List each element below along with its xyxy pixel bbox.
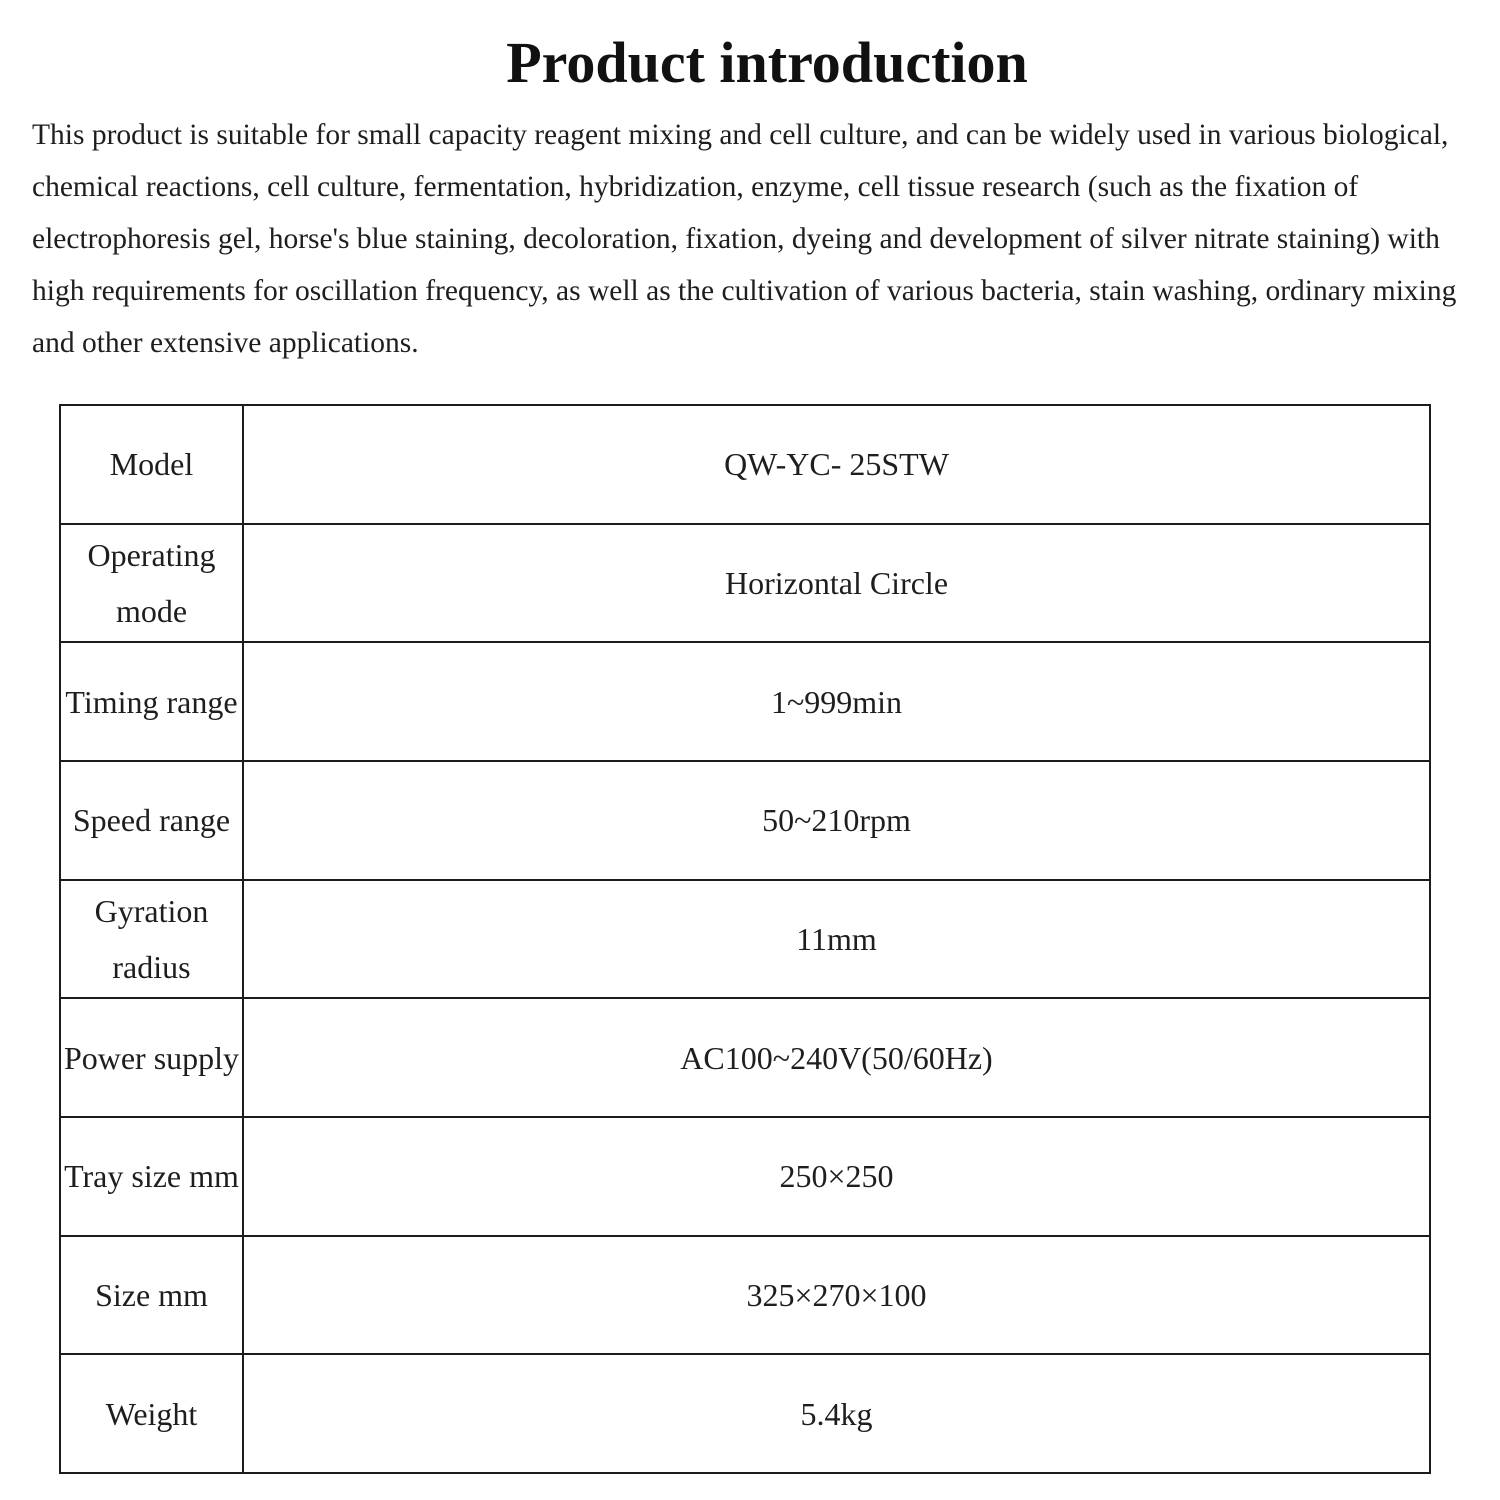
spec-label: Power supply	[60, 998, 243, 1117]
spec-label: Weight	[60, 1354, 243, 1473]
spec-table	[59, 404, 1431, 1474]
spec-value: 1~999min	[243, 642, 1430, 761]
spec-label: Operating mode	[60, 524, 243, 643]
table-row	[60, 1236, 1430, 1355]
spec-label: Timing range	[60, 642, 243, 761]
spec-value: QW-YC- 25STW	[243, 405, 1430, 524]
spec-label: Size mm	[60, 1236, 243, 1355]
page-title: Product introduction	[506, 30, 1028, 95]
table-row	[60, 524, 1430, 643]
table-row	[60, 1354, 1430, 1473]
spec-table-body	[60, 405, 1430, 1473]
table-row	[60, 761, 1430, 880]
table-row	[60, 998, 1430, 1117]
spec-value: 325×270×100	[243, 1236, 1430, 1355]
spec-label: Gyration radius	[60, 880, 243, 999]
spec-value: 250×250	[243, 1117, 1430, 1236]
spec-label: Model	[60, 405, 243, 524]
spec-label: Speed range	[60, 761, 243, 880]
table-row	[60, 405, 1430, 524]
spec-value: 50~210rpm	[243, 761, 1430, 880]
spec-value: AC100~240V(50/60Hz)	[243, 998, 1430, 1117]
intro-paragraph: This product is suitable for small capacity reagent mixing and cell culture, and can be widely used in various biological, chemical reactions, cell culture, fermentation, hybridization, enzyme, cell tissue research (such as the fixation of electrophoresis gel, horse's blue staining, decoloration, fixation, dyeing and development of silver nitrate staining) with high requirements for oscillation frequency, as well as the cultivation of various bacteria, stain washing, ordinary mixing and other extensive applications.	[32, 119, 1457, 359]
spec-value: Horizontal Circle	[243, 524, 1430, 643]
table-row	[60, 642, 1430, 761]
table-row	[60, 1117, 1430, 1236]
table-row	[60, 880, 1430, 999]
spec-label: Tray size mm	[60, 1117, 243, 1236]
spec-value: 11mm	[243, 880, 1430, 999]
spec-value: 5.4kg	[243, 1354, 1430, 1473]
